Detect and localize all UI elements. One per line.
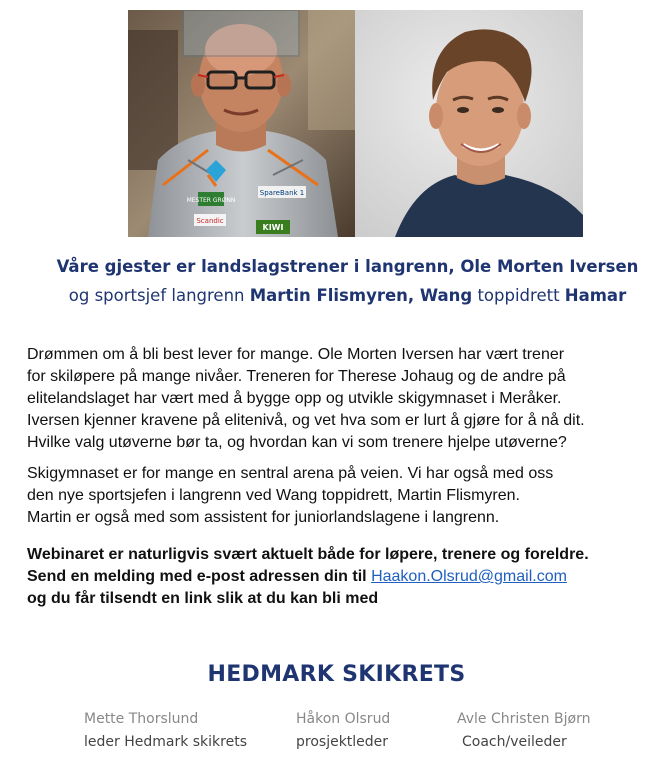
headline-place: Hamar — [564, 286, 627, 305]
headline-text-2: toppidrett — [472, 286, 565, 305]
paragraph-call-to-action — [27, 544, 647, 610]
headline-line-2 — [17, 286, 661, 305]
contact-avle-christen-bjorn — [457, 708, 590, 754]
paragraph-line: den nye sportsjefen i langrenn ved Wang toppidrett, Martin Flismyren. — [27, 487, 520, 504]
email-link[interactable]: Haakon.Olsrud@gmail.com — [371, 568, 567, 585]
paragraph-line: Iversen kjenner kravene på elitenivå, og vet hva som er lurt å gjøre for å nå dit. — [27, 412, 585, 429]
cta-line: og du får tilsendt en link slik at du kan bli med — [27, 590, 379, 607]
jacket-logo-scandic — [194, 214, 226, 226]
contact-name: Håkon Olsrud — [296, 711, 391, 727]
paragraph-line: Skigymnaset er for mange en sentral arena på veien. Vi har også med oss — [27, 465, 554, 482]
svg-text:SpareBank 1: SpareBank 1 — [259, 189, 305, 197]
contact-role: leder Hedmark skikrets — [84, 734, 248, 750]
svg-text:KIWI: KIWI — [262, 223, 284, 232]
contact-role: Coach/veileder — [462, 734, 567, 750]
headline-guests: Våre gjester er landslagstrener i langrenn, Ole Morten Iversen — [56, 257, 639, 276]
cta-line-email — [27, 566, 647, 588]
paragraph-skigymnas — [27, 463, 647, 529]
paragraph-line: Hvilke valg utøverne bør ta, og hvordan kan vi som trenere hjelpe utøverne? — [27, 434, 567, 451]
headline-text-1: og sportsjef langrenn — [68, 286, 250, 305]
contact-name: Avle Christen Bjørn — [457, 711, 591, 727]
organization-name: HEDMARK SKIKRETS — [207, 662, 466, 687]
contact-name: Mette Thorslund — [84, 711, 199, 727]
headline-line-1 — [17, 257, 661, 276]
svg-text:Scandic: Scandic — [196, 217, 224, 225]
contact-role: prosjektleder — [296, 734, 389, 750]
jacket-logo-sparebank — [258, 186, 306, 198]
paragraph-line: elitelandslaget har vært med å bygge opp og utvikle skigymnaset i Meråker. — [27, 390, 562, 407]
paragraph-intro — [27, 344, 647, 454]
paragraph-line: Drømmen om å bli best lever for mange. Ole Morten Iversen har vært trener — [27, 346, 565, 363]
headline-name: Martin Flismyren, Wang — [249, 286, 473, 305]
organization-title — [0, 662, 661, 687]
contact-hakon-olsrud — [296, 708, 390, 754]
paragraph-line: for skiløpere på mange nivåer. Treneren for Therese Johaug og de andre på — [27, 368, 566, 385]
photo-ole-morten-iversen — [128, 10, 355, 237]
paragraph-line: Martin er også med som assistent for juniorlandslagene i langrenn. — [27, 509, 500, 526]
svg-text:MESTER GRØNN: MESTER GRØNN — [186, 197, 236, 204]
jacket-logo-kiwi — [256, 220, 290, 234]
contact-mette-thorslund — [84, 708, 247, 754]
cta-prefix: Send en melding med e-post adressen din til — [27, 568, 372, 585]
cta-line: Webinaret er naturligvis svært aktuelt både for løpere, trenere og foreldre. — [27, 546, 589, 563]
photo-martin-flismyren — [355, 10, 583, 237]
